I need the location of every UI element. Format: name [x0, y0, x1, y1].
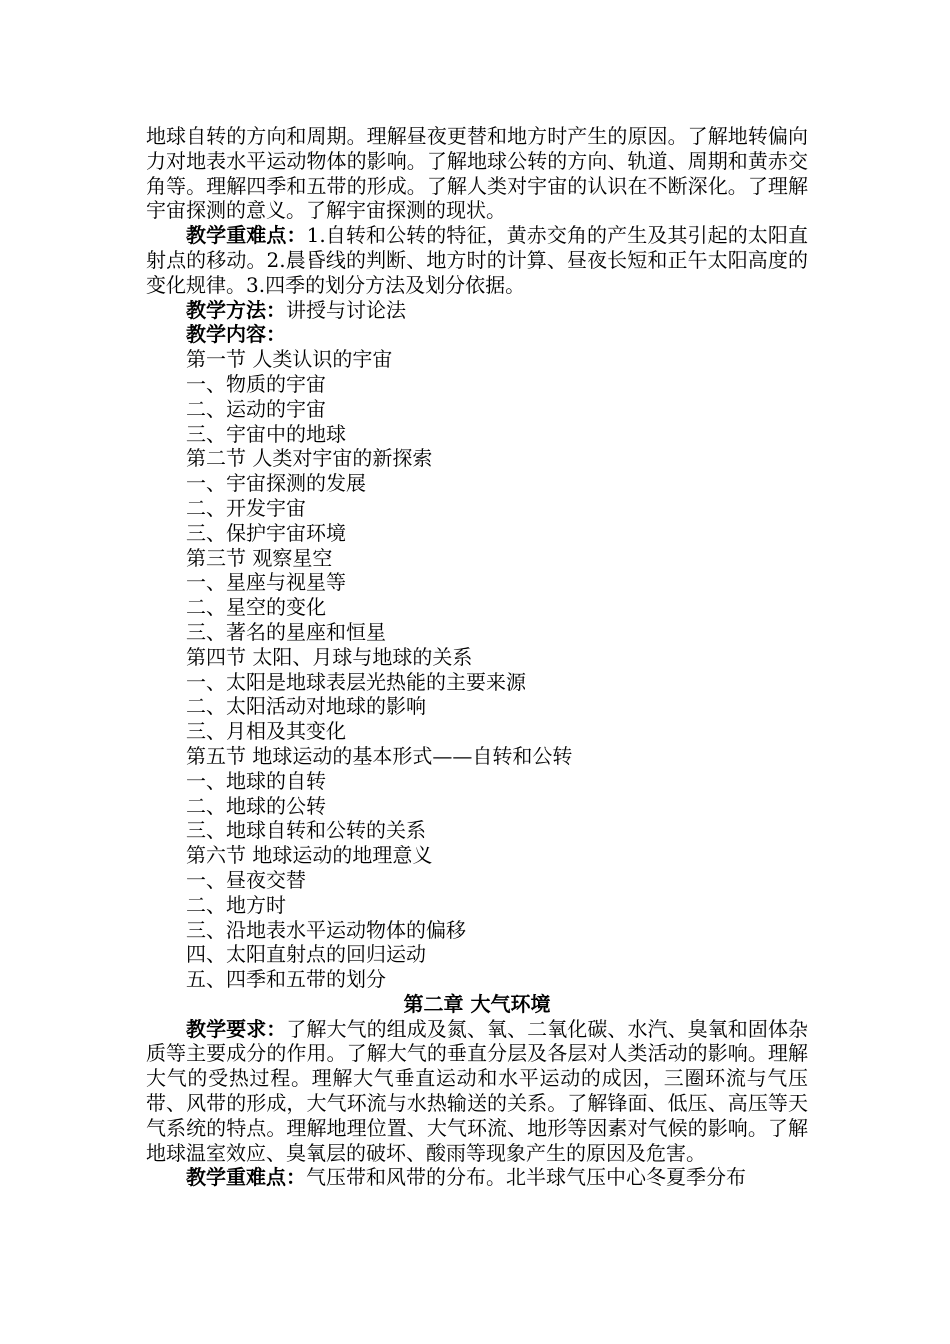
outline-item: 五、四季和五带的划分	[186, 967, 386, 992]
outline-item: 一、宇宙探测的发展	[186, 471, 366, 496]
outline-item: 二、地方时	[186, 892, 286, 917]
outline-item: 一、地球的自转	[186, 768, 326, 793]
outline-item: 一、物质的宇宙	[186, 371, 326, 396]
chapter2-key-points-label: 教学重难点：	[186, 1165, 306, 1190]
content-label: 教学内容：	[186, 322, 286, 347]
outline-item: 第二节 人类对宇宙的新探索	[186, 446, 433, 471]
chapter-title: 第二章 大气环境	[403, 991, 551, 1016]
outline-item: 三、著名的星座和恒星	[186, 619, 386, 644]
outline-item: 二、星空的变化	[186, 595, 326, 620]
outline-list	[146, 347, 808, 992]
outline-item: 三、地球自转和公转的关系	[186, 818, 426, 843]
outline-item: 三、宇宙中的地球	[186, 421, 346, 446]
document-page	[146, 124, 808, 1190]
outline-item: 一、昼夜交替	[186, 867, 306, 892]
outline-item: 第六节 地球运动的地理意义	[186, 843, 433, 868]
outline-item: 四、太阳直射点的回归运动	[186, 942, 426, 967]
key-points-label: 教学重难点：	[186, 223, 307, 248]
requirements-label: 教学要求：	[186, 1016, 287, 1041]
intro-paragraph: 地球自转的方向和周期。理解昼夜更替和地方时产生的原因。了解地转偏向力对地表水平运动物体的影响。了解地球公转的方向、轨道、周期和黄赤交角等。理解四季和五带的形成。了解人类对宇宙的认识在不断深化。了理解宇宙探测的意义。了解宇宙探测的现状。	[146, 124, 808, 223]
outline-item: 三、月相及其变化	[186, 719, 346, 744]
method-text: 讲授与讨论法	[286, 297, 406, 322]
method-paragraph	[146, 298, 808, 323]
outline-item: 二、运动的宇宙	[186, 396, 326, 421]
method-label: 教学方法：	[186, 297, 286, 322]
outline-item: 第五节 地球运动的基本形式——自转和公转	[186, 743, 573, 768]
chapter2-key-points-paragraph	[146, 1165, 808, 1190]
outline-item: 二、地球的公转	[186, 793, 326, 818]
outline-item: 一、太阳是地球表层光热能的主要来源	[186, 669, 526, 694]
requirements-paragraph	[146, 1017, 808, 1166]
key-points-text: 1.自转和公转的特征，黄赤交角的产生及其引起的太阳直射点的移动。2.晨昏线的判断、地方时的计算、昼夜长短和正午太阳高度的变化规律。3.四季的划分方法及划分依据。	[146, 223, 809, 297]
outline-item: 第一节 人类认识的宇宙	[186, 347, 393, 372]
outline-item: 一、星座与视星等	[186, 570, 346, 595]
key-points-paragraph	[146, 223, 808, 297]
outline-item: 二、太阳活动对地球的影响	[186, 694, 426, 719]
chapter2-key-points-text: 气压带和风带的分布。北半球气压中心冬夏季分布	[306, 1165, 746, 1190]
outline-item: 第三节 观察星空	[186, 545, 333, 570]
outline-item: 三、沿地表水平运动物体的偏移	[186, 917, 466, 942]
outline-item: 二、开发宇宙	[186, 495, 306, 520]
outline-item: 第四节 太阳、月球与地球的关系	[186, 644, 473, 669]
requirements-text: 了解大气的组成及氮、氧、二氧化碳、水汽、臭氧和固体杂质等主要成分的作用。了解大气的垂直分层及各层对人类活动的影响。理解大气的受热过程。理解大气垂直运动和水平运动的成因，三圈环流与气压带、风带的形成，大气环流与水热输送的关系。了解锋面、低压、高压等天气系统的特点。理解地理位置、大气环流、地形等因素对气候的影响。了解地球温室效应、臭氧层的破坏、酸雨等现象产生的原因及危害。	[146, 1016, 809, 1165]
outline-item: 三、保护宇宙环境	[186, 520, 346, 545]
